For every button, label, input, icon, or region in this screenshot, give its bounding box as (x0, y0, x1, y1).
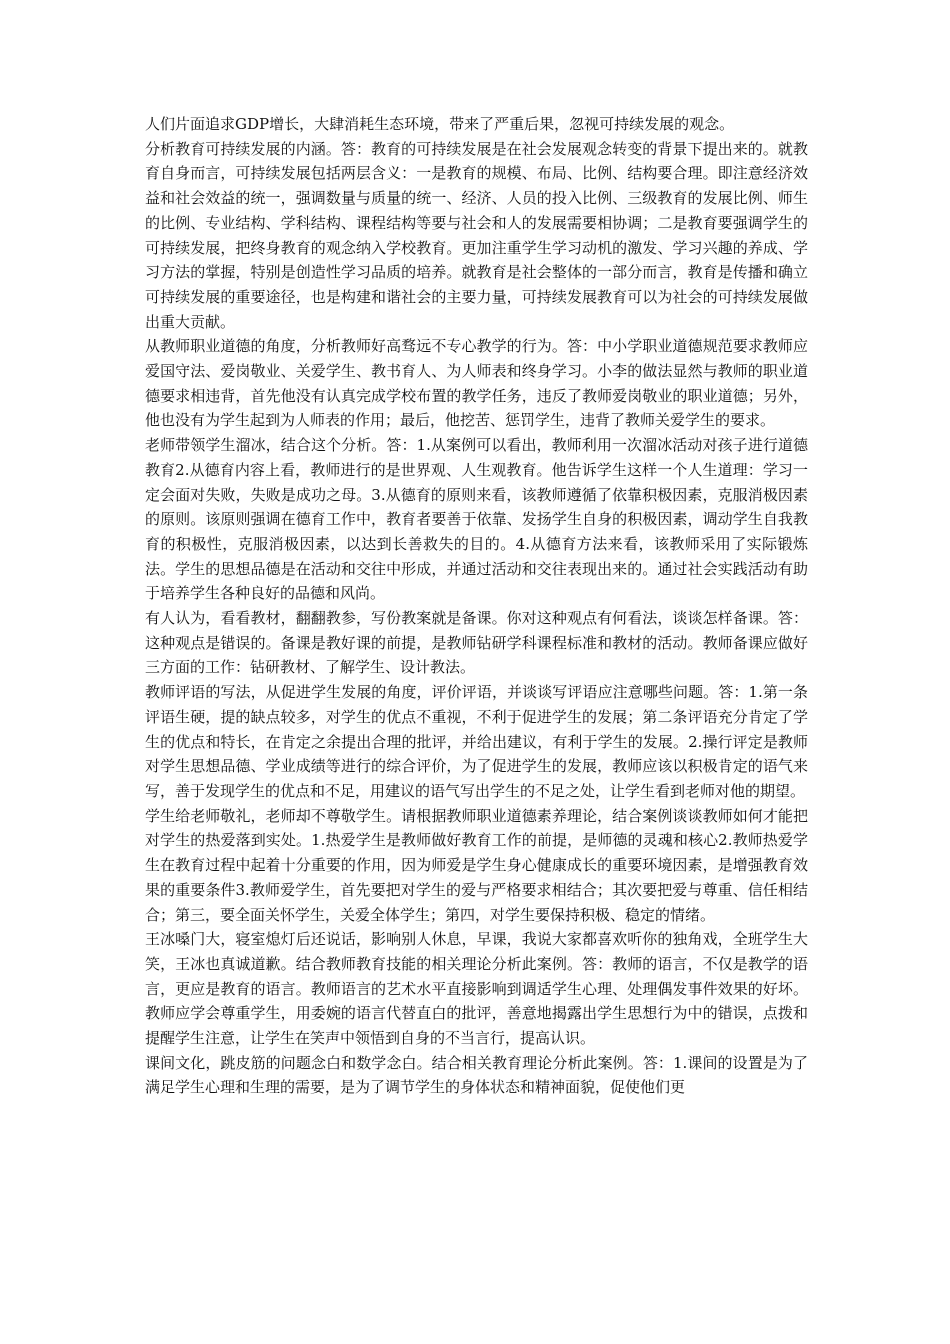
paragraph-gdp-growth: 人们片面追求GDP增长，大肆消耗生态环境，带来了严重后果，忽视可持续发展的观念。 (145, 115, 735, 133)
document-body (145, 112, 808, 1100)
paragraph-teacher-comments: 教师评语的写法，从促进学生发展的角度，评价评语，并谈谈写评语应注意哪些问题。答：1.第一条评语生硬，提的缺点较多，对学生的优点不重视，不利于促进学生的发展；第二条评语充分肯定了学生的优点和特长，在肯定之余提出合理的批评，并给出建议，有利于学生的发展。2.操行评定是教师对学生思想品德、学业成绩等进行的综合评价，为了促进学生的发展，教师应该以积极肯定的语气来写，善于发现学生的优点和不足，用建议的语气写出学生的不足之处，让学生看到老师对他的期望。 (145, 683, 808, 800)
paragraph-break-culture: 课间文化，跳皮筋的问题念白和数学念白。结合相关教育理论分析此案例。答：1.课间的设置是为了满足学生心理和生理的需要，是为了调节学生的身体状态和精神面貌，促使他们更 (145, 1053, 808, 1097)
paragraph-teacher-ethics: 从教师职业道德的角度，分析教师好高骛远不专心教学的行为。答：中小学职业道德规范要求教师应爱国守法、爱岗敬业、关爱学生、教书育人、为人师表和终身学习。小李的做法显然与教师的职业道德要求相违背，首先他没有认真完成学校布置的教学任务，违反了教师爱岗敬业的职业道德；另外，他也没有为学生起到为人师表的作用；最后，他挖苦、惩罚学生，违背了教师关爱学生的要求。 (145, 337, 808, 430)
paragraph-lesson-preparation: 有人认为，看看教材，翻翻教参，写份教案就是备课。你对这种观点有何看法，谈谈怎样备课。答：这种观点是错误的。备课是教好课的前提，是教师钻研学科课程标准和教材的活动。教师备课应做好三方面的工作：钻研教材、了解学生、设计教法。 (145, 609, 808, 677)
paragraph-wang-bing-case: 王冰嗓门大，寝室熄灯后还说话，影响别人休息，早课，我说大家都喜欢听你的独角戏，全班学生大笑，王冰也真诚道歉。结合教师教育技能的相关理论分析此案例。答：教师的语言，不仅是教学的语言，更应是教育的语言。教师语言的艺术水平直接影响到调适学生心理、处理偶发事件效果的好坏。教师应学会尊重学生，用委婉的语言代替直白的批评，善意地揭露出学生思想行为中的错误，点拨和提醒学生注意，让学生在笑声中领悟到自身的不当言行，提高认识。 (145, 930, 808, 1048)
paragraph-sustainable-education: 分析教育可持续发展的内涵。答：教育的可持续发展是在社会发展观念转变的背景下提出来的。就教育自身而言，可持续发展包括两层含义：一是教育的规模、布局、比例、结构要合理。即注意经济效益和社会效益的统一，强调数量与质量的统一、经济、人员的投入比例、三级教育的发展比例、师生的比例、专业结构、学科结构、课程结构等要与社会和人的发展需要相协调；二是教育要强调学生的可持续发展，把终身教育的观念纳入学校教育。更加注重学生学习动机的激发、学习兴趣的养成、学习方法的掌握，特别是创造性学习品质的培养。就教育是社会整体的一部分而言，教育是传播和确立可持续发展的重要途径，也是构建和谐社会的主要力量，可持续发展教育可以为社会的可持续发展做出重大贡献。 (145, 139, 808, 331)
paragraph-skating-case: 老师带领学生溜冰，结合这个分析。答：1.从案例可以看出，教师利用一次溜冰活动对孩子进行道德教育2.从德育内容上看，教师进行的是世界观、人生观教育。他告诉学生这样一个人生道理：学习一定会面对失败，失败是成功之母。3.从德育的原则来看，该教师遵循了依靠积极因素，克服消极因素的原则。该原则强调在德育工作中，教育者要善于依靠、发扬学生自身的积极因素，调动学生自我教育的积极性，克服消极因素，以达到长善救失的目的。4.从德育方法来看，该教师采用了实际锻炼法。学生的思想品德是在活动和交往中形成，并通过活动和交往表现出来的。通过社会实践活动有助于培养学生各种良好的品德和风尚。 (145, 436, 808, 603)
paragraph-respect-students: 学生给老师敬礼，老师却不尊敬学生。请根据教师职业道德素养理论，结合案例谈谈教师如何才能把对学生的热爱落到实处。1.热爱学生是教师做好教育工作的前提，是师德的灵魂和核心2.教师热爱学生在教育过程中起着十分重要的作用，因为师爱是学生身心健康成长的重要环境因素，是增强教育效果的重要条件3.教师爱学生，首先要把对学生的爱与严格要求相结合；其次要把爱与尊重、信任相结合；第三，要全面关怀学生，关爱全体学生；第四，对学生要保持积极、稳定的情绪。 (145, 806, 808, 924)
